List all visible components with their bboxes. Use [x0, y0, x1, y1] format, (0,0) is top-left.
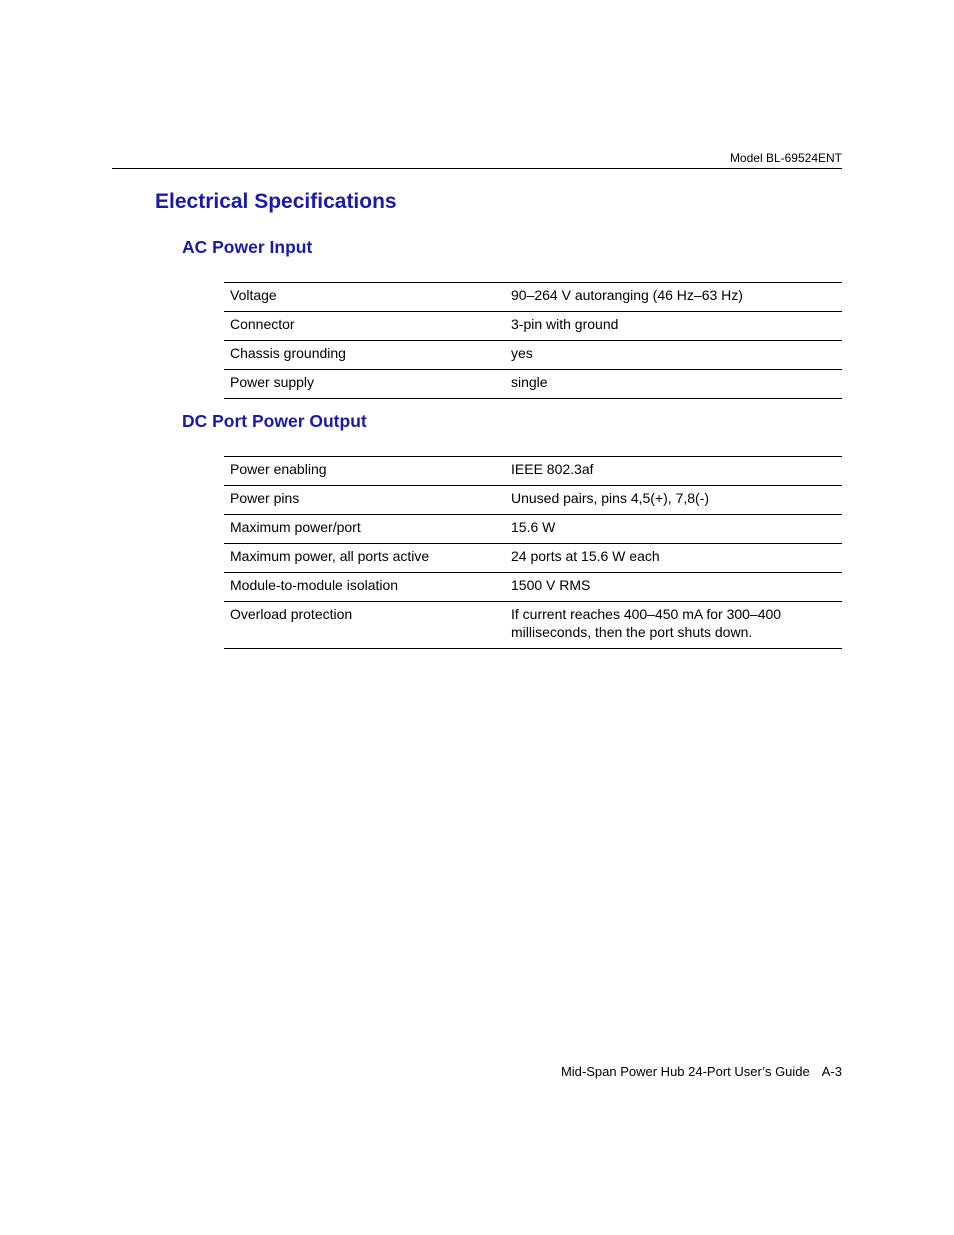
table-row [224, 341, 842, 370]
spec-value: 90–264 V autoranging (46 Hz–63 Hz) [505, 283, 842, 312]
spec-label: Chassis grounding [224, 341, 505, 370]
table-row [224, 457, 842, 486]
spec-label: Overload protection [224, 602, 505, 649]
running-footer [400, 1063, 842, 1081]
ac-power-heading: AC Power Input [182, 237, 313, 257]
table-row [224, 486, 842, 515]
table-row [224, 312, 842, 341]
spec-value: single [505, 370, 842, 399]
dc-power-table [224, 456, 842, 649]
spec-label: Power supply [224, 370, 505, 399]
spec-value: If current reaches 400–450 mA for 300–400 milliseconds, then the port shuts down. [505, 602, 842, 649]
table-row [224, 573, 842, 602]
table-row [224, 515, 842, 544]
running-header [112, 150, 842, 169]
table-row [224, 370, 842, 399]
dc-power-heading: DC Port Power Output [182, 411, 367, 431]
model-label: Model BL-69524ENT [729, 151, 842, 165]
spec-label: Maximum power/port [224, 515, 505, 544]
spec-label: Voltage [224, 283, 505, 312]
spec-label: Power pins [224, 486, 505, 515]
table-row [224, 602, 842, 649]
spec-value: 3-pin with ground [505, 312, 842, 341]
ac-power-table [224, 282, 842, 399]
spec-label: Module-to-module isolation [224, 573, 505, 602]
spec-value: 15.6 W [505, 515, 842, 544]
spec-label: Power enabling [224, 457, 505, 486]
page-number: A-3 [821, 1064, 842, 1079]
spec-label: Maximum power, all ports active [224, 544, 505, 573]
guide-title: Mid-Span Power Hub 24-Port User’s Guide [560, 1064, 810, 1079]
table-row [224, 283, 842, 312]
spec-value: yes [505, 341, 842, 370]
table-row [224, 544, 842, 573]
spec-value: 24 ports at 15.6 W each [505, 544, 842, 573]
spec-label: Connector [224, 312, 505, 341]
spec-value: IEEE 802.3af [505, 457, 842, 486]
section-title: Electrical Specifications [155, 190, 397, 213]
spec-value: Unused pairs, pins 4,5(+), 7,8(-) [505, 486, 842, 515]
spec-value: 1500 V RMS [505, 573, 842, 602]
